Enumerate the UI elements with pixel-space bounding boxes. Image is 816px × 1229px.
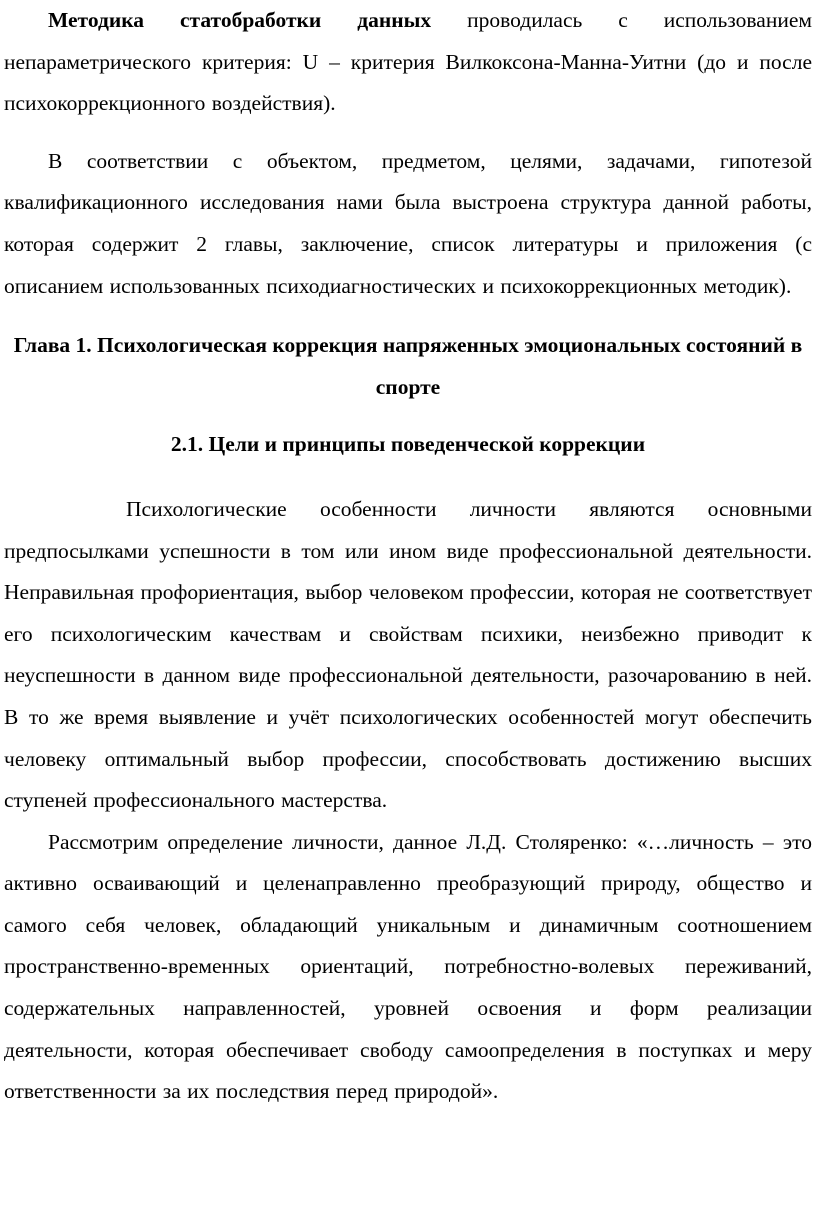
personality-features-paragraph: Психологические особенности личности являются основными предпосылками успешности в том или ином виде профессиональной деятельности. Неправильная профориентация, выбор человеком профессии, которая не соответствует его психологическим качествам и свойствам психики, неизбежно приводит к неуспешности в данном виде профессиональной деятельности, разочарованию в ней. В то же время выявление и учёт психологических особенностей могут обеспечить человеку оптимальный выбор профессии, способствовать достижению высших ступеней профессионального мастерства. bbox=[4, 496, 812, 813]
definition-paragraph: Рассмотрим определение личности, данное Л.Д. Столяренко: «…личность – это активно осваивающий и целенаправленно преобразующий природу, общество и самого себя человек, обладающий уникальным и динамичным соотношением пространственно-временных ориентаций, потребностно-волевых переживаний, содержательных направленностей, уровней освоения и форм реализации деятельности, которая обеспечивает свободу самоопределения в поступках и меру ответственности за их последствия перед природой». bbox=[4, 829, 812, 1104]
section-title: 2.1. Цели и принципы поведенческой коррекции bbox=[170, 432, 646, 457]
chapter-title: Глава 1. Психологическая коррекция напряженных эмоциональных состояний в спорте bbox=[13, 333, 803, 399]
intro-lead-rest: проводилась с использованием непараметрического критерия: U – критерия Вилкоксона-Манна-Уитни (до и после психокоррекционного воздействия). bbox=[4, 8, 812, 116]
intro-paragraph bbox=[4, 0, 812, 125]
intro-lead-bold: Методика статобработки данных bbox=[48, 8, 432, 32]
structure-paragraph: В соответствии с объектом, предметом, целями, задачами, гипотезой квалификационного исследования нами была выстроена структура данной работы, которая содержит 2 главы, заключение, список литературы и приложения (с описанием использованных психодиагностических и психокоррекционных методик). bbox=[4, 148, 812, 298]
